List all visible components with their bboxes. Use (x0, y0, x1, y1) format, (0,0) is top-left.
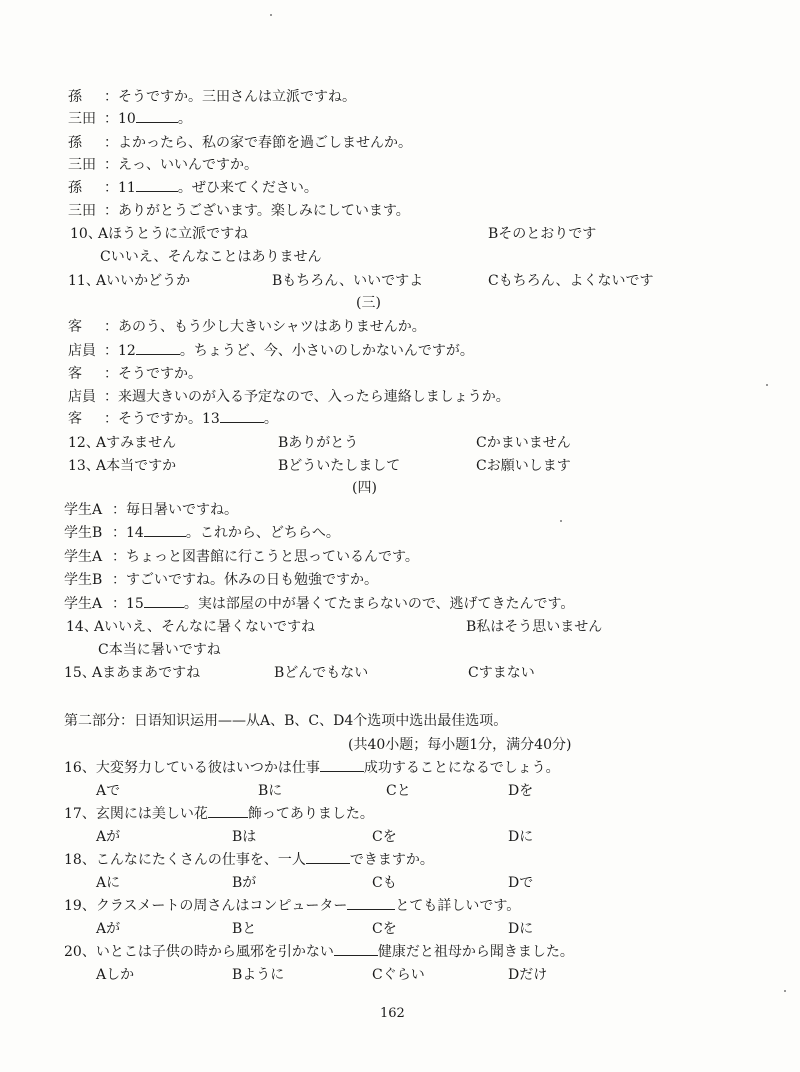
utterance: ：よかったら、私の家で春節を過ごしませんか。 (104, 135, 412, 151)
option-a: Aいいかどうか (96, 273, 191, 289)
question-stem: 18、こんなにたくさんの仕事を、一人 (64, 852, 306, 868)
option-c: Cと (386, 783, 411, 799)
option-c: Cを (372, 921, 397, 937)
option-c: Cもちろん、よくないです (488, 273, 654, 289)
answer-blank (320, 757, 364, 772)
answer-blank (144, 593, 184, 608)
answer-blank (136, 108, 178, 123)
option-c: Cいいえ、そんなことはありません (100, 249, 322, 265)
option-b: Bありがとう (278, 435, 359, 451)
option-a: Aに (96, 875, 121, 891)
dialogue-line (0, 86, 800, 108)
speaker: 孫 (68, 180, 96, 196)
utterance: ：10 (104, 111, 136, 127)
option-a: Aほうとうに立派ですね (98, 226, 249, 242)
option-b: B私はそう思いません (466, 619, 603, 635)
option-a: Aまあまあですね (92, 665, 201, 681)
question-11 (0, 270, 800, 292)
part-two-note (0, 734, 800, 756)
question-stem: 17、玄関には美しい花 (64, 806, 208, 822)
question-19 (0, 895, 800, 917)
question-stem: 20、いとこは子供の時から風邪を引かない (64, 944, 334, 960)
speaker: 学生B (64, 572, 103, 588)
scan-speck (784, 990, 786, 992)
option-b: Bが (232, 875, 257, 891)
question-14 (0, 616, 800, 638)
dialogue-line (0, 108, 800, 130)
speaker: 客 (68, 319, 96, 335)
utterance: ：来週大きいのが入る予定なので、入ったら連絡しましょうか。 (104, 389, 510, 405)
option-c: C本当に暑いですね (98, 642, 221, 658)
speaker: 客 (68, 411, 96, 427)
question-stem-tail: とても詳しいです。 (395, 898, 521, 914)
dialogue-line (0, 200, 800, 222)
question-stem: 16、大変努力している彼はいつかは仕事 (64, 760, 320, 776)
question-stem: 19、クラスメートの周さんはコンピューター (64, 898, 348, 914)
speaker: 学生A (64, 596, 103, 612)
option-c: Cも (372, 875, 397, 891)
option-b: Bと (232, 921, 257, 937)
answer-blank (144, 522, 186, 537)
question-16-options (0, 780, 800, 802)
dialogue-line (0, 522, 800, 544)
speaker: 店員 (68, 343, 96, 359)
question-16 (0, 757, 800, 779)
utterance: ：12 (104, 343, 136, 359)
speaker: 三田 (68, 203, 96, 219)
option-b: Bそのとおりです (488, 226, 597, 242)
utterance: ：毎日暑いですね。 (112, 502, 238, 518)
question-15 (0, 662, 800, 684)
option-a: Aが (96, 829, 121, 845)
question-17-options (0, 826, 800, 848)
section-heading: (四) (352, 480, 377, 496)
scoring-note: (共40小题；每小题1分，满分40分) (348, 737, 572, 753)
question-stem-tail: できますか。 (349, 852, 434, 868)
scan-speck (560, 520, 562, 522)
question-13 (0, 455, 800, 477)
scan-speck (270, 14, 272, 16)
utterance: ：えっ、いいんですか。 (104, 157, 258, 173)
answer-blank (347, 895, 395, 910)
option-b: Bように (232, 967, 285, 983)
question-stem-tail: 飾ってありました。 (247, 806, 374, 822)
option-c: Cお願いします (476, 458, 571, 474)
question-number: 14、 (66, 619, 98, 635)
utterance: ：あのう、もう少し大きいシャツはありませんか。 (104, 319, 426, 335)
speaker: 三田 (68, 157, 96, 173)
answer-blank (136, 177, 178, 192)
speaker: 孫 (68, 135, 96, 151)
question-stem-tail: 成功することになるでしょう。 (363, 760, 560, 776)
dialogue-line (0, 569, 800, 591)
utterance: ：11 (104, 180, 136, 196)
option-c: Cかまいません (476, 435, 571, 451)
dialogue-line (0, 177, 800, 199)
speaker: 孫 (68, 89, 96, 105)
dialogue-line (0, 132, 800, 154)
dialogue-line (0, 408, 800, 430)
option-a: Aいいえ、そんなに暑くないですね (94, 619, 315, 635)
option-c: Cすまない (468, 665, 535, 681)
utterance-tail: 。これから、どちらへ。 (185, 525, 340, 541)
utterance: ：14 (112, 525, 144, 541)
dialogue-line (0, 316, 800, 338)
question-number: 13、 (68, 458, 100, 474)
speaker: 店員 (68, 389, 96, 405)
answer-blank (136, 340, 180, 355)
utterance: ：そうですか。13 (104, 411, 220, 427)
question-18 (0, 849, 800, 871)
option-c: Cを (372, 829, 397, 845)
option-b: Bに (258, 783, 283, 799)
question-20 (0, 941, 800, 963)
utterance-tail: 。実は部屋の中が暑くてたまらないので、逃げてきたんです。 (183, 596, 575, 612)
speaker: 三田 (68, 111, 96, 127)
speaker: 客 (68, 366, 96, 382)
option-b: Bは (232, 829, 257, 845)
answer-blank (306, 849, 350, 864)
answer-blank (334, 941, 378, 956)
question-17 (0, 803, 800, 825)
question-18-options (0, 872, 800, 894)
option-a: Aが (96, 921, 121, 937)
option-a: Aすみません (96, 435, 177, 451)
scan-speck (766, 384, 768, 386)
utterance: ：ちょっと図書館に行こうと思っているんです。 (112, 549, 419, 565)
option-d: Dに (508, 921, 534, 937)
utterance: ：そうですか。 (104, 366, 202, 382)
option-d: Dに (508, 829, 534, 845)
question-12 (0, 432, 800, 454)
utterance: ：15 (112, 596, 144, 612)
question-19-options (0, 918, 800, 940)
option-d: Dで (508, 875, 534, 891)
question-number: 10、 (70, 226, 102, 242)
option-a: Aで (96, 783, 121, 799)
answer-blank (208, 803, 248, 818)
speaker: 学生B (64, 525, 103, 541)
answer-blank (220, 408, 264, 423)
option-b: Bどういたしまして (278, 458, 401, 474)
utterance-tail: 。ぜひ来てください。 (177, 180, 318, 196)
utterance: ：ありがとうございます。楽しみにしています。 (104, 203, 410, 219)
dialogue-line (0, 546, 800, 568)
utterance: ：そうですか。三田さんは立派ですね。 (104, 89, 356, 105)
dialogue-line (0, 340, 800, 362)
speaker: 学生A (64, 502, 103, 518)
section-heading: (三) (356, 295, 381, 311)
dialogue-line (0, 154, 800, 176)
dialogue-line (0, 363, 800, 385)
utterance-tail: 。ちょうど、今、小さいのしかないんですが。 (179, 343, 474, 359)
option-c: Cぐらい (372, 967, 425, 983)
question-14-cont (0, 639, 800, 661)
dialogue-line (0, 386, 800, 408)
option-b: Bどんでもない (274, 665, 369, 681)
dialogue-line (0, 499, 800, 521)
question-10-cont (0, 246, 800, 268)
utterance-tail: 。 (263, 411, 278, 427)
part-two-title (0, 710, 800, 732)
dialogue-line (0, 593, 800, 615)
speaker: 学生A (64, 549, 103, 565)
question-number: 15、 (64, 665, 96, 681)
question-stem-tail: 健康だと祖母から聞きました。 (377, 944, 574, 960)
question-number: 12、 (68, 435, 100, 451)
option-a: A本当ですか (96, 458, 177, 474)
utterance-tail: 。 (177, 111, 192, 127)
option-d: Dだけ (508, 967, 548, 983)
page-number: 162 (380, 1006, 405, 1021)
question-20-options (0, 964, 800, 986)
question-10 (0, 223, 800, 245)
utterance: ：すごいですね。休みの日も勉強ですか。 (112, 572, 378, 588)
part-title: 第二部分：日语知识运用——从A、B、C、D4个选项中选出最佳选项。 (64, 713, 508, 729)
option-b: Bもちろん、いいですよ (272, 273, 424, 289)
question-number: 11、 (68, 273, 100, 289)
option-a: Aしか (96, 967, 135, 983)
option-d: Dを (508, 783, 534, 799)
